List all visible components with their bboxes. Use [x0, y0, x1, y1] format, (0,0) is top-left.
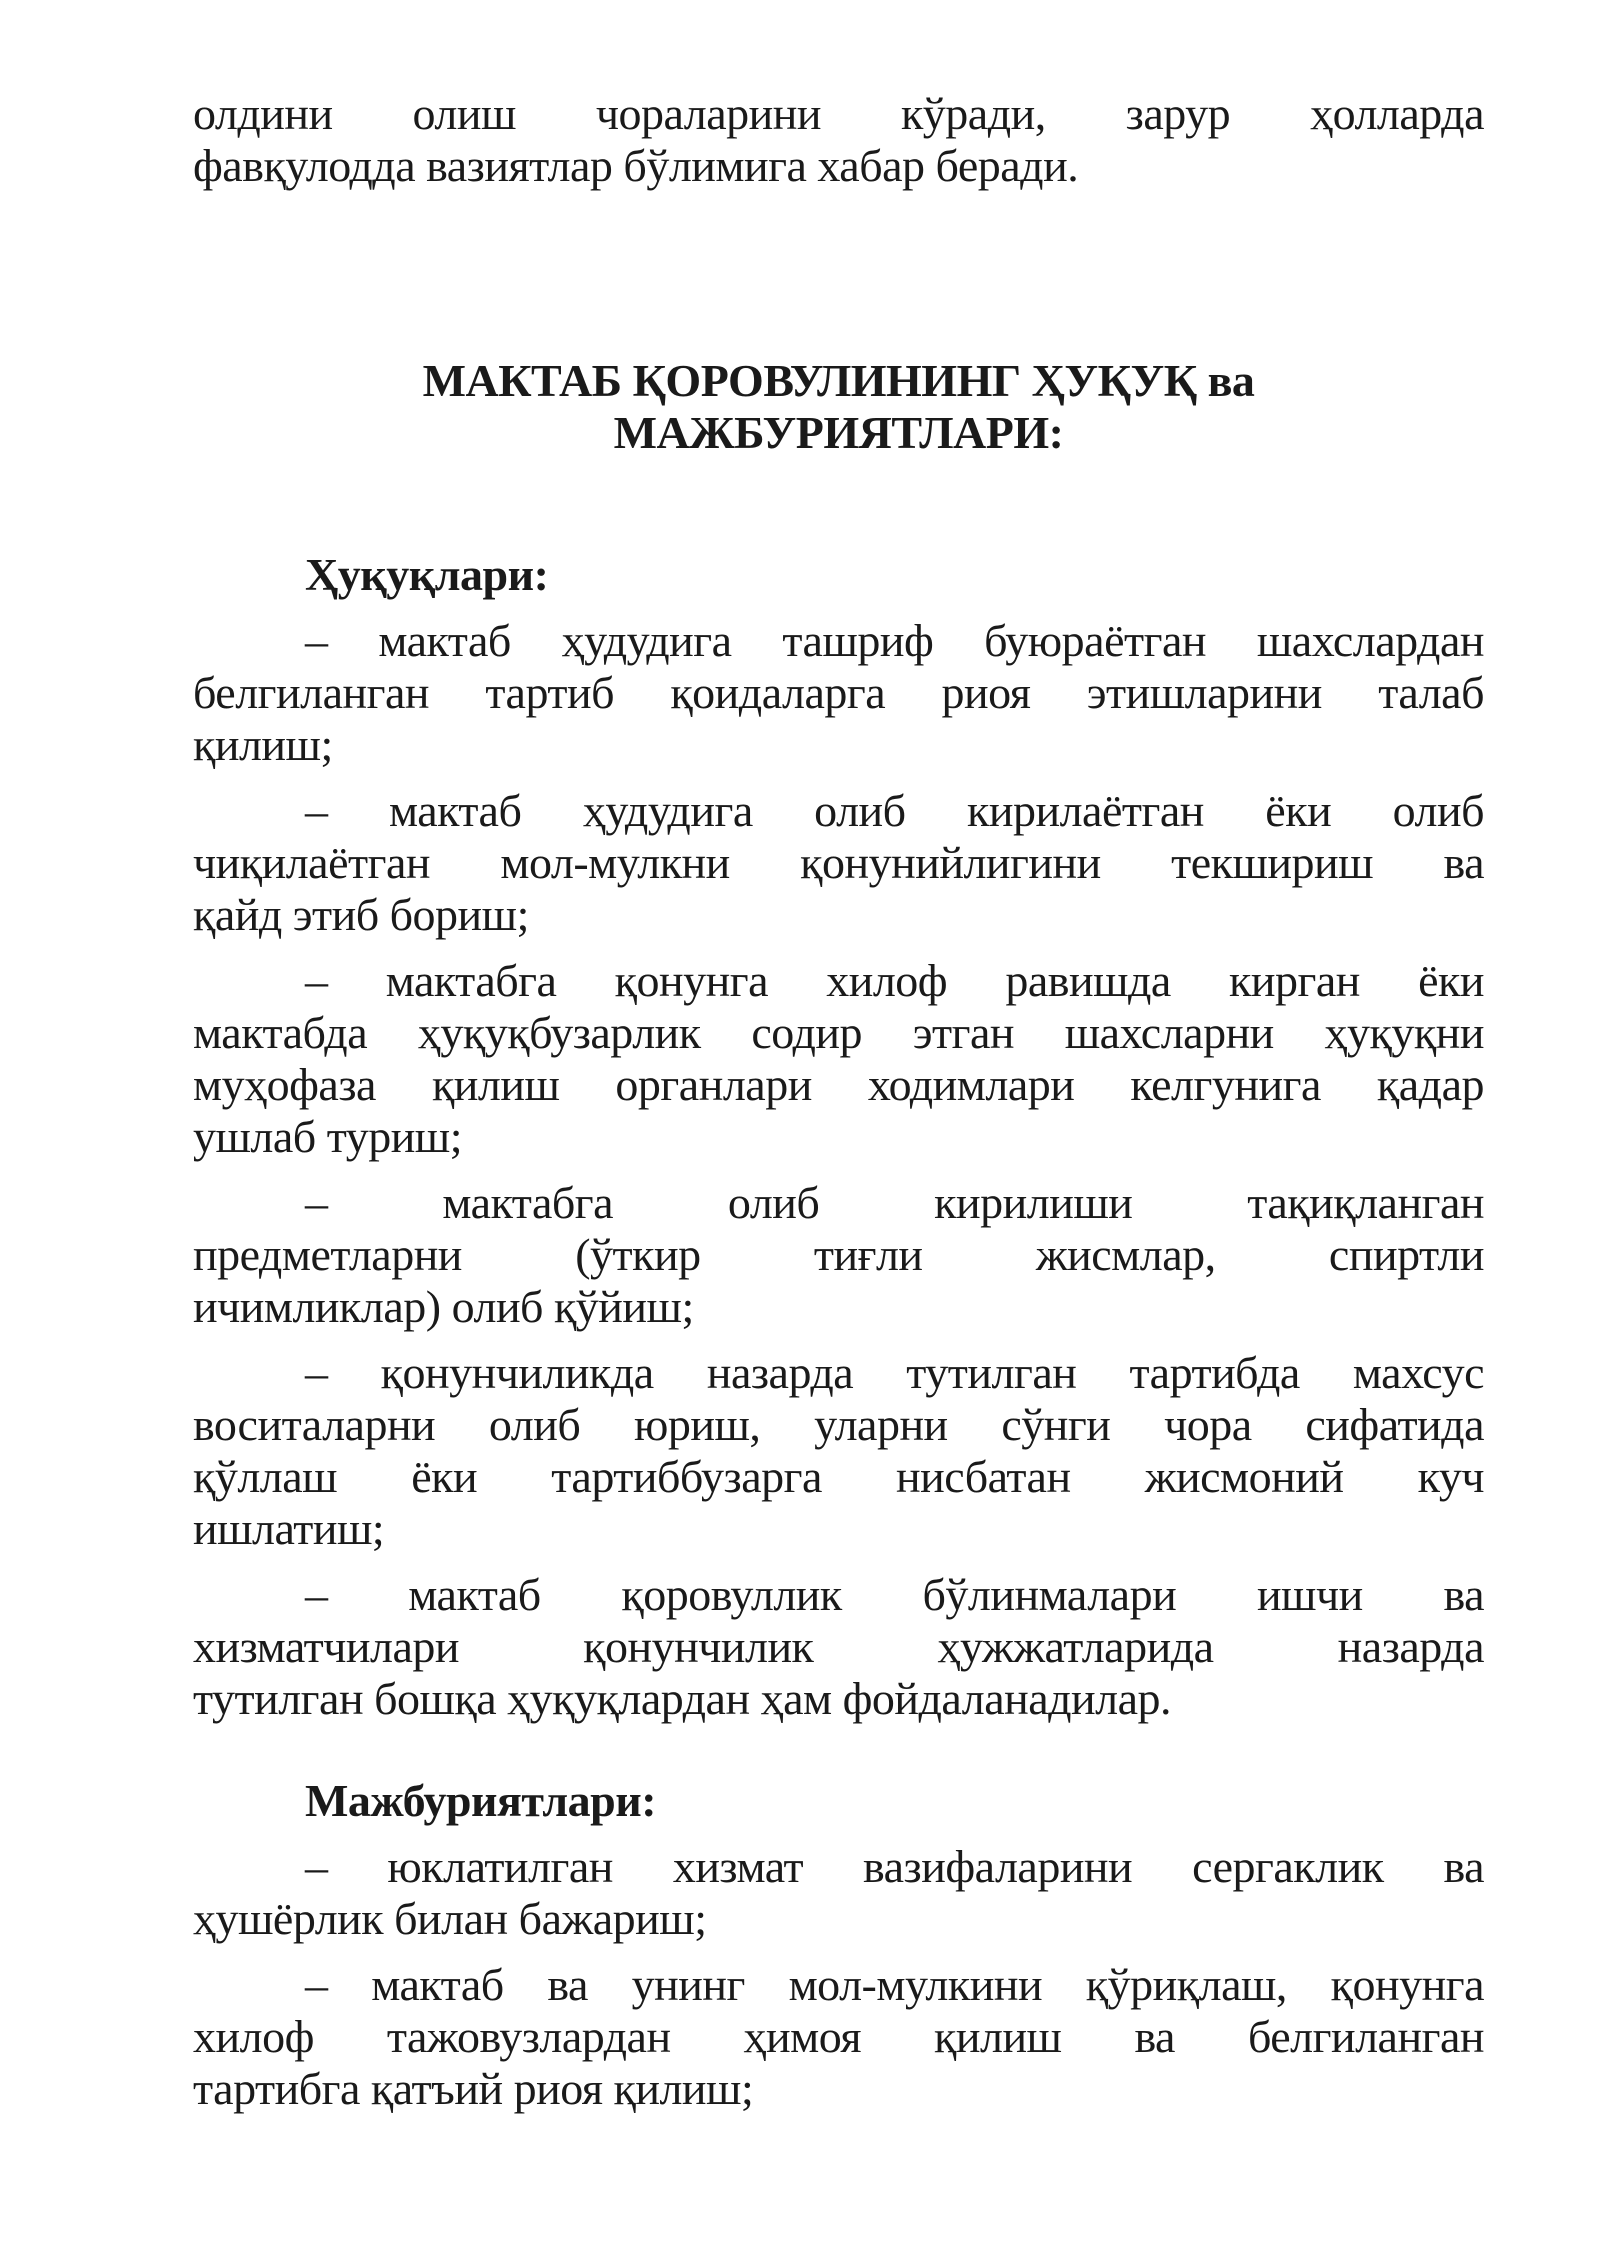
text-line: – мактабга қонунга хилоф равишда кирган ёки [305, 955, 1484, 1006]
rights-item-1 [193, 615, 1484, 771]
text-line: белгиланган тартиб қоидаларга риоя этишларини талаб [193, 667, 1484, 718]
text-line: қилиш; [193, 719, 333, 770]
text-line: ичимликлар) олиб қўйиш; [193, 1281, 694, 1332]
text-line: қўллаш ёки тартиббузарга нисбатан жисмоний куч [193, 1451, 1484, 1502]
text-line: олдини олиш чораларини кўради, зарур ҳолларда [193, 88, 1484, 139]
text-line: тутилган бошқа ҳуқуқлардан ҳам фойдаланадилар. [193, 1673, 1172, 1724]
text-line: чиқилаётган мол-мулкни қонунийлигини текшириш ва [193, 837, 1484, 888]
rights-item-5 [193, 1347, 1484, 1555]
text-line: ишлатиш; [193, 1503, 385, 1554]
text-line: хилоф тажовузлардан ҳимоя қилиш ва белгиланган [193, 2011, 1484, 2062]
text-line: – мактаб ва унинг мол-мулкини қўриқлаш, қонунга [305, 1959, 1484, 2010]
text-line: ҳушёрлик билан бажариш; [193, 1893, 707, 1944]
text-line: – қонунчиликда назарда тутилган тартибда махсус [305, 1347, 1484, 1398]
text-line: воситаларни олиб юриш, уларни сўнги чора сифатида [193, 1399, 1484, 1450]
text-line: – мактаб ҳудудига ташриф буюраётган шахслардан [305, 615, 1484, 666]
duties-item-2 [193, 1959, 1484, 2115]
text-line: – юклатилган хизмат вазифаларини сергаклик ва [305, 1841, 1484, 1892]
duties-item-1 [193, 1841, 1484, 1945]
text-line: хизматчилари қонунчилик ҳужжатларида назарда [193, 1621, 1484, 1672]
duties-heading: Мажбуриятлари: [305, 1775, 657, 1826]
text-line: мактабда ҳуқуқбузарлик содир этган шахсларни ҳуқуқни [193, 1007, 1484, 1058]
text-line: қайд этиб бориш; [193, 889, 529, 940]
document-title: МАКТАБ ҚОРОВУЛИНИНГ ҲУҚУҚ ва МАЖБУРИЯТЛАРИ: [422, 355, 1255, 458]
text-line: – мактаб қоровуллик бўлинмалари ишчи ва [305, 1569, 1484, 1620]
rights-heading: Ҳуқуқлари: [305, 549, 549, 600]
rights-item-6 [193, 1569, 1484, 1725]
rights-item-3 [193, 955, 1484, 1163]
text-line: тартибга қатъий риоя қилиш; [193, 2063, 754, 2114]
rights-item-2 [193, 785, 1484, 941]
text-line: – мактаб ҳудудига олиб кирилаётган ёки олиб [305, 785, 1484, 836]
text-line: муҳофаза қилиш органлари ходимлари келгунига қадар [193, 1059, 1484, 1110]
text-line: – мактабга олиб кирилиши тақиқланган [305, 1177, 1484, 1228]
intro-paragraph [193, 88, 1484, 192]
text-line: предметларни (ўткир тиғли жисмлар, спиртли [193, 1229, 1484, 1280]
text-line: ушлаб туриш; [193, 1111, 463, 1162]
text-line: фавқулодда вазиятлар бўлимига хабар беради. [193, 140, 1079, 191]
rights-item-4 [193, 1177, 1484, 1333]
